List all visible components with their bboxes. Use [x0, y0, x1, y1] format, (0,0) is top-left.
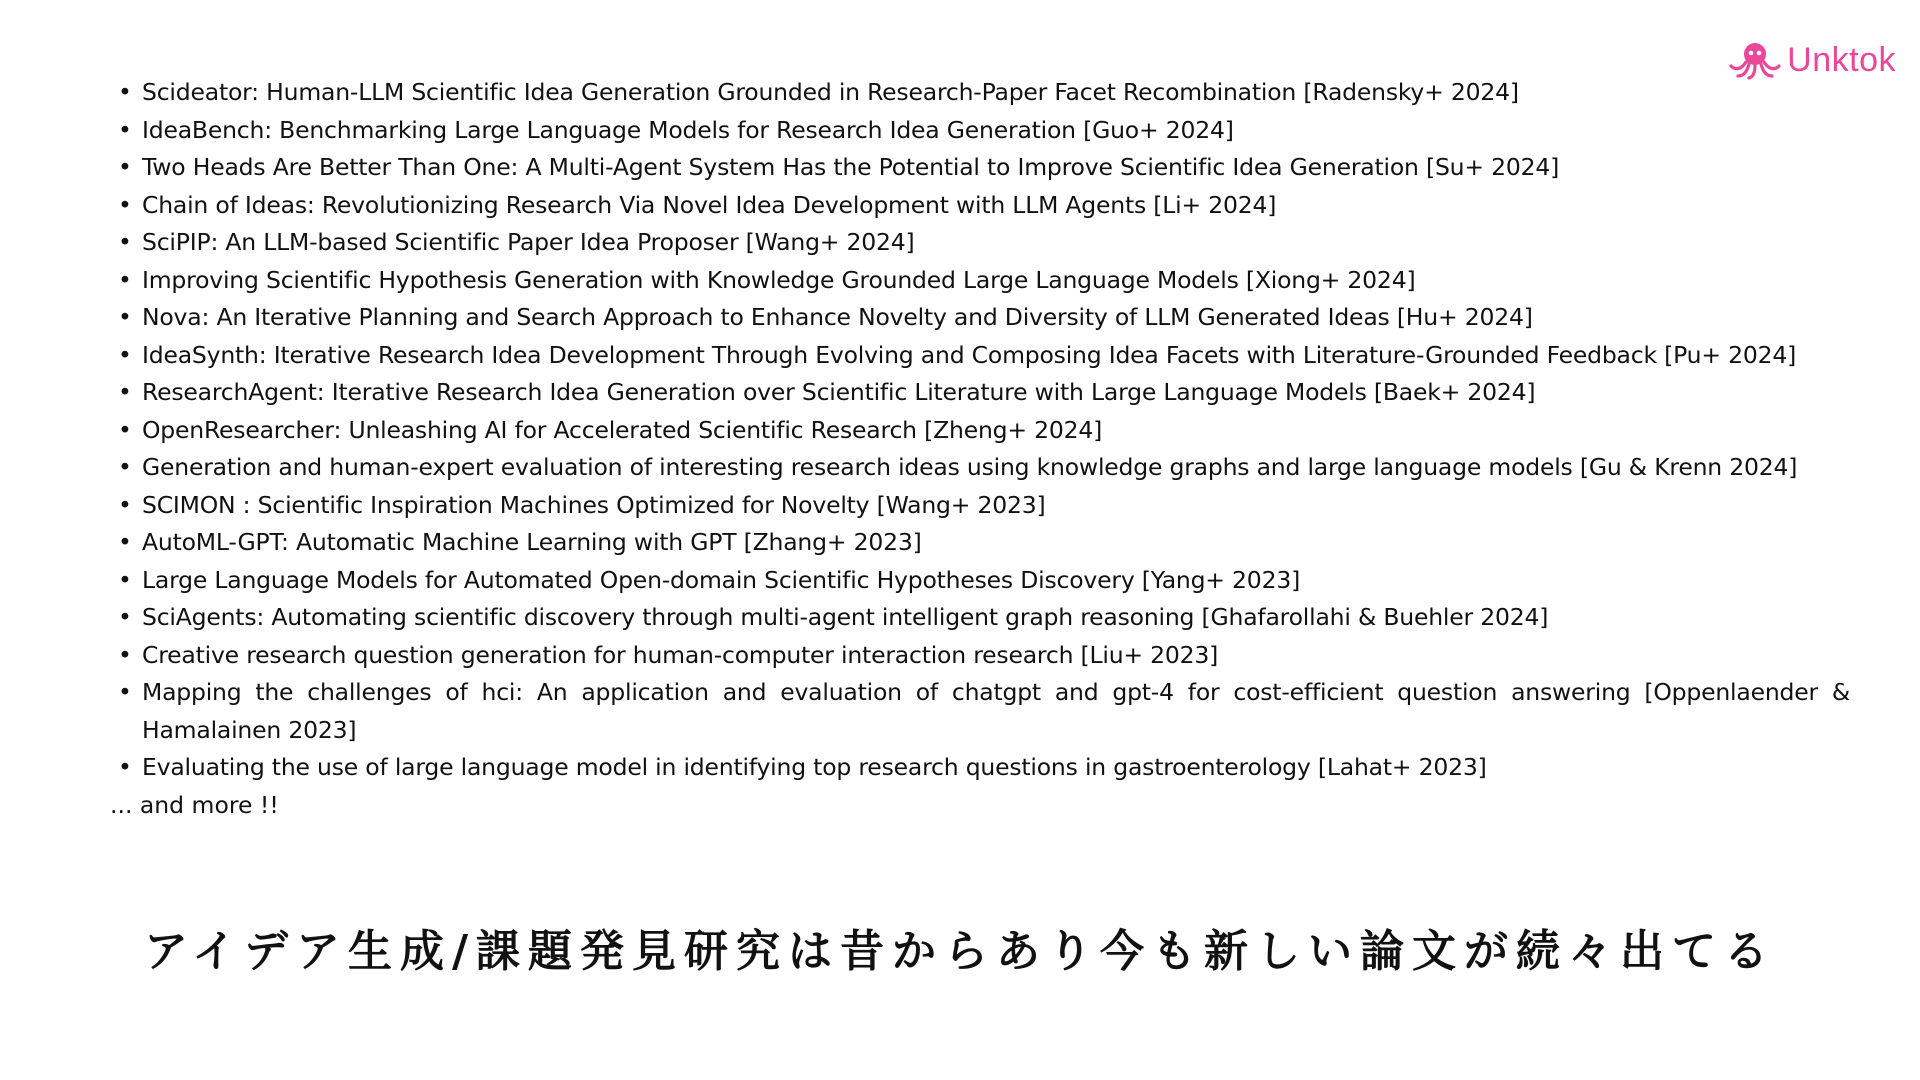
list-item: • IdeaBench: Benchmarking Large Language Models for Research Idea Generation [Guo+ 2024]	[110, 112, 1850, 150]
list-item: • SciPIP: An LLM-based Scientific Paper Idea Proposer [Wang+ 2024]	[110, 224, 1850, 262]
list-item: • OpenResearcher: Unleashing AI for Accelerated Scientific Research [Zheng+ 2024]	[110, 412, 1850, 450]
list-item: • Scideator: Human-LLM Scientific Idea Generation Grounded in Research-Paper Facet Recombination [Radensky+ 2024]	[110, 74, 1850, 112]
page-headline: アイデア生成/課題発見研究は昔からあり今も新しい論文が続々出てる	[143, 926, 1777, 977]
list-item: • Large Language Models for Automated Open-domain Scientific Hypotheses Discovery [Yang+ 2023]	[110, 562, 1850, 600]
brand-name: Unktok	[1787, 40, 1896, 79]
list-item: • Creative research question generation for human-computer interaction research [Liu+ 2023]	[110, 637, 1850, 675]
list-item: • SciAgents: Automating scientific discovery through multi-agent intelligent graph reasoning [Ghafarollahi & Buehler 2024]	[110, 599, 1850, 637]
list-item: • Nova: An Iterative Planning and Search Approach to Enhance Novelty and Diversity of LLM Generated Ideas [Hu+ 2024]	[110, 299, 1850, 337]
list-item: • ResearchAgent: Iterative Research Idea Generation over Scientific Literature with Large Language Models [Baek+ 2024]	[110, 374, 1850, 412]
reference-list	[110, 74, 1850, 787]
list-item: • Improving Scientific Hypothesis Generation with Knowledge Grounded Large Language Models [Xiong+ 2024]	[110, 262, 1850, 300]
list-item: • SCIMON : Scientific Inspiration Machines Optimized for Novelty [Wang+ 2023]	[110, 487, 1850, 525]
list-item: • Generation and human-expert evaluation of interesting research ideas using knowledge graphs and large language models [Gu & Krenn 2024]	[110, 449, 1850, 487]
list-item: • Chain of Ideas: Revolutionizing Research Via Novel Idea Development with LLM Agents [Li+ 2024]	[110, 187, 1850, 225]
list-item: • Mapping the challenges of hci: An application and evaluation of chatgpt and gpt-4 for cost-efficient question answering [Oppenlaender & Hamalainen 2023]	[110, 674, 1850, 749]
reference-section	[110, 74, 1850, 824]
list-item: • Evaluating the use of large language model in identifying top research questions in gastroenterology [Lahat+ 2023]	[110, 749, 1850, 787]
list-item: • AutoML-GPT: Automatic Machine Learning with GPT [Zhang+ 2023]	[110, 524, 1850, 562]
list-item: • IdeaSynth: Iterative Research Idea Development Through Evolving and Composing Idea Facets with Literature-Grounded Feedback [Pu+ 2024]	[110, 337, 1850, 375]
more-note: ... and more !!	[110, 790, 279, 819]
list-item: • Two Heads Are Better Than One: A Multi-Agent System Has the Potential to Improve Scientific Idea Generation [Su+ 2024]	[110, 149, 1850, 187]
